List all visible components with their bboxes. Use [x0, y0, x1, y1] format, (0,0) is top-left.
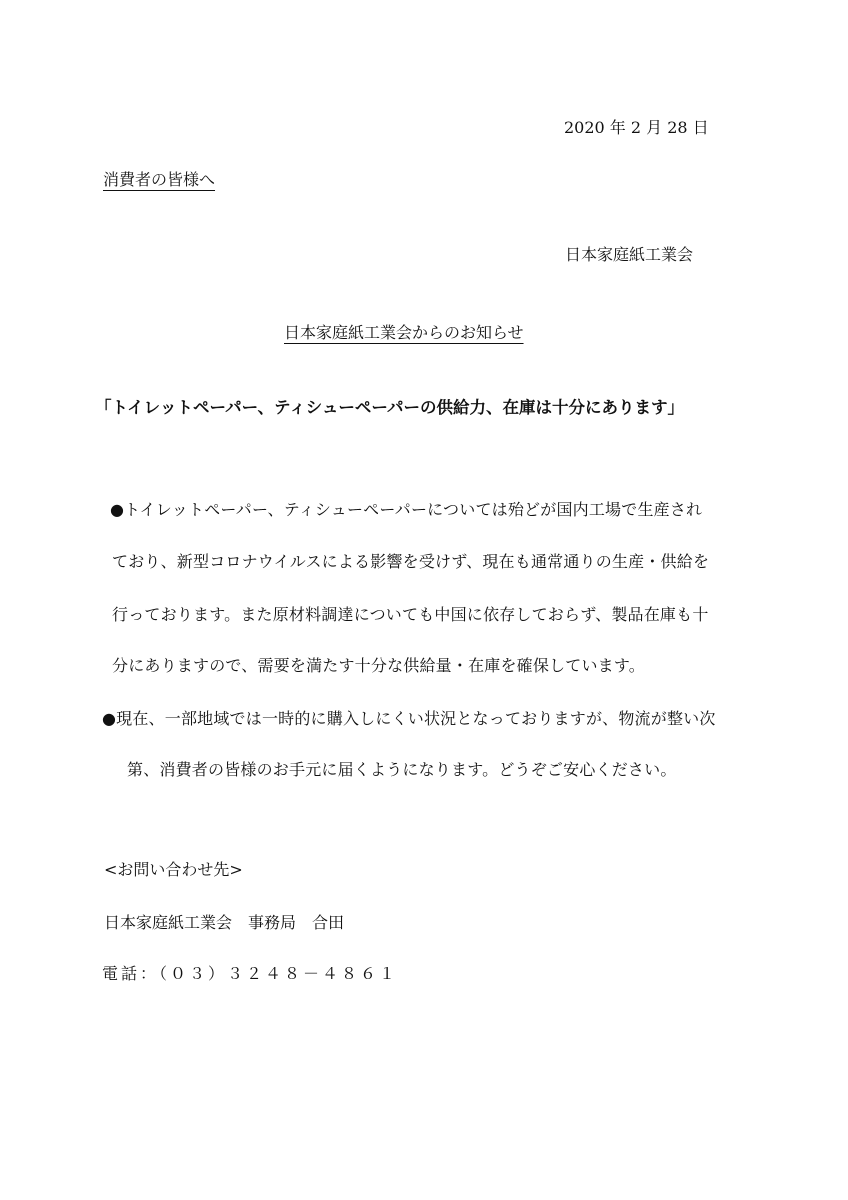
body-line: 行っております。また原材料調達についても中国に依存しておらず、製品在庫も十: [112, 605, 709, 624]
body-line: 第、消費者の皆様のお手元に届くようになります。どうぞご安心ください。: [127, 760, 677, 779]
body-line: ●トイレットペーパー、ティシューペーパーについては殆どが国内工場で生産され: [110, 500, 703, 519]
sender-organization: 日本家庭紙工業会: [565, 245, 694, 264]
contact-heading: <お問い合わせ先>: [104, 860, 243, 879]
body-line: 分にありますので、需要を満たす十分な供給量・在庫を確保しています。: [112, 656, 646, 675]
notice-title: 日本家庭紙工業会からのお知らせ: [284, 323, 524, 342]
headline: 「トイレットペーパー、ティシューペーパーの供給力、在庫は十分にあります」: [95, 398, 685, 417]
contact-organization: 日本家庭紙工業会 事務局 合田: [104, 913, 345, 932]
body-line: ●現在、一部地域では一時的に購入しにくい状況となっておりますが、物流が整い次: [102, 709, 716, 728]
contact-phone: 電話：（０３）３２４８－４８６１: [102, 964, 399, 983]
letter-date: 2020 年 2 月 28 日: [564, 118, 709, 137]
addressee: 消費者の皆様へ: [103, 170, 216, 189]
body-line: ており、新型コロナウイルスによる影響を受けず、現在も通常通りの生産・供給を: [112, 552, 710, 571]
